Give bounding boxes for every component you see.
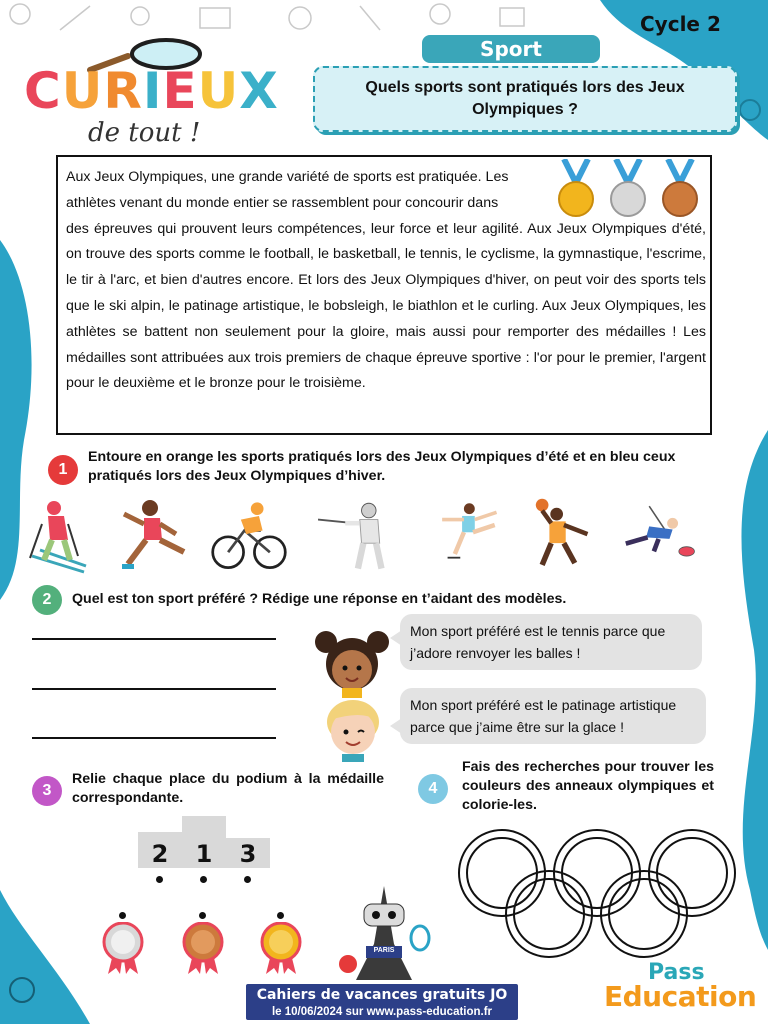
question-3-text: Relie chaque place du podium à la médaille correspondante.: [72, 771, 384, 806]
ski-icon: [24, 494, 102, 576]
logo-letter: U: [197, 62, 240, 120]
eiffel-tower-mascot-icon: [336, 884, 432, 984]
medal-dot-bronze[interactable]: [199, 912, 206, 919]
curling-icon: [618, 494, 696, 576]
answer-line-2[interactable]: [32, 688, 276, 690]
cycle-label: Cycle 2: [640, 12, 721, 36]
silver-medal-icon: [611, 159, 645, 216]
medal-dot-gold[interactable]: [277, 912, 284, 919]
sports-pictograms: [24, 494, 724, 576]
logo-letter: E: [162, 62, 198, 120]
podium-number-2: 2: [151, 840, 169, 868]
podium-dot-1[interactable]: [200, 876, 207, 883]
main-question: Quels sports sont pratiqués lors des Jeux Olympiques ?: [313, 66, 737, 132]
text-line-2: athlètes venant du monde entier se rassemblent pour concourir dans: [66, 194, 499, 211]
curieux-logo: [18, 36, 278, 146]
running-icon: [114, 494, 192, 576]
pass-logo-bottom: Education: [604, 980, 757, 1013]
answer-line-3[interactable]: [32, 737, 276, 739]
podium-number-1: 1: [195, 840, 213, 868]
logo-letter: I: [142, 62, 163, 120]
reading-text-box: [56, 155, 712, 435]
question-4-text: Fais des recherches pour trouver les couleurs des anneaux olympiques et colorie-les.: [462, 759, 714, 813]
pass-logo-top: Pass: [648, 960, 705, 985]
silver-medal-icon: [100, 922, 146, 976]
question-1-text: Entoure en orange les sports pratiqués lors des Jeux Olympiques d’été et en bleu ceux pratiqués lors des Jeux Olympiques d’hiver.: [88, 449, 676, 484]
logo-letter: X: [239, 62, 279, 120]
footer-line-1: Cahiers de vacances gratuits JO: [256, 987, 508, 1003]
question-2-number: 2: [32, 585, 62, 615]
podium-number-3: 3: [239, 840, 257, 868]
answer-line-1[interactable]: [32, 638, 276, 640]
figure-skating-icon: [424, 494, 502, 576]
question-2-text: Quel est ton sport préféré ? Rédige une réponse en t’aidant des modèles.: [72, 591, 567, 607]
logo-letter: R: [103, 62, 143, 120]
cycling-icon: [210, 494, 288, 576]
logo-subtitle: de tout !: [88, 118, 201, 148]
top-left-doodle-decoration: [0, 0, 560, 40]
basketball-icon: [524, 494, 602, 576]
sport-tab-label: Sport: [422, 35, 600, 63]
girl-avatar-icon: [314, 626, 390, 698]
medals-illustration: [554, 159, 704, 221]
gold-medal-icon: [258, 922, 304, 976]
pass-education-logo: [604, 960, 757, 1016]
mascot-sign-label: PARIS: [373, 947, 395, 954]
olympic-rings-icon[interactable]: [452, 828, 742, 958]
podium-dot-3[interactable]: [244, 876, 251, 883]
bronze-medal-icon: [180, 922, 226, 976]
footer-banner[interactable]: [244, 982, 520, 1022]
question-3-number: 3: [32, 776, 62, 806]
logo-letter: C: [24, 62, 62, 120]
question-4-number: 4: [418, 774, 448, 804]
boy-avatar-icon: [322, 698, 384, 762]
footer-line-2: le 10/06/2024 sur www.pass-education.fr: [271, 1006, 493, 1018]
bottom-left-wave-decoration: [0, 890, 90, 1024]
logo-letter: U: [61, 62, 104, 120]
example-bubble-skating: Mon sport préféré est le patinage artistique parce que j’aime être sur la glace !: [400, 688, 706, 744]
text-line-1: Aux Jeux Olympiques, une grande variété de sports est pratiquée. Les: [66, 169, 509, 185]
gold-medal-icon: [559, 159, 593, 216]
medal-dot-silver[interactable]: [119, 912, 126, 919]
podium-dot-2[interactable]: [156, 876, 163, 883]
example-bubble-tennis: Mon sport préféré est le tennis parce que j’adore renvoyer les balles !: [400, 614, 702, 670]
text-rest: des épreuves qui prouvent leurs compétences, leur force et leur agilité. Aux Jeux Olympiques d'été, on trouve des sports comme le football, le basketball, le tennis, le cyclisme, la gymnastique, l'escrime, le tir à l'arc, et bien d'autres encore. Et lors des Jeux Olympiques d'hiver, on peut voir des sports tels que le ski alpin, le patinage artistique, le bobsleigh, le biathlon et le curling. Aux Jeux Olympiques, les athlètes se battent non seulement pour la gloire, mais aussi pour remporter des médailles ! Les médailles sont attribuées aux trois premiers de chaque épreuve sportive : l'or pour le premier, l'argent pour le deuxième et le bronze pour le troisième.: [66, 220, 706, 392]
logo-title: [24, 62, 279, 120]
bronze-medal-icon: [663, 159, 697, 216]
fencing-icon: [318, 494, 396, 576]
question-1-number: 1: [48, 455, 78, 485]
